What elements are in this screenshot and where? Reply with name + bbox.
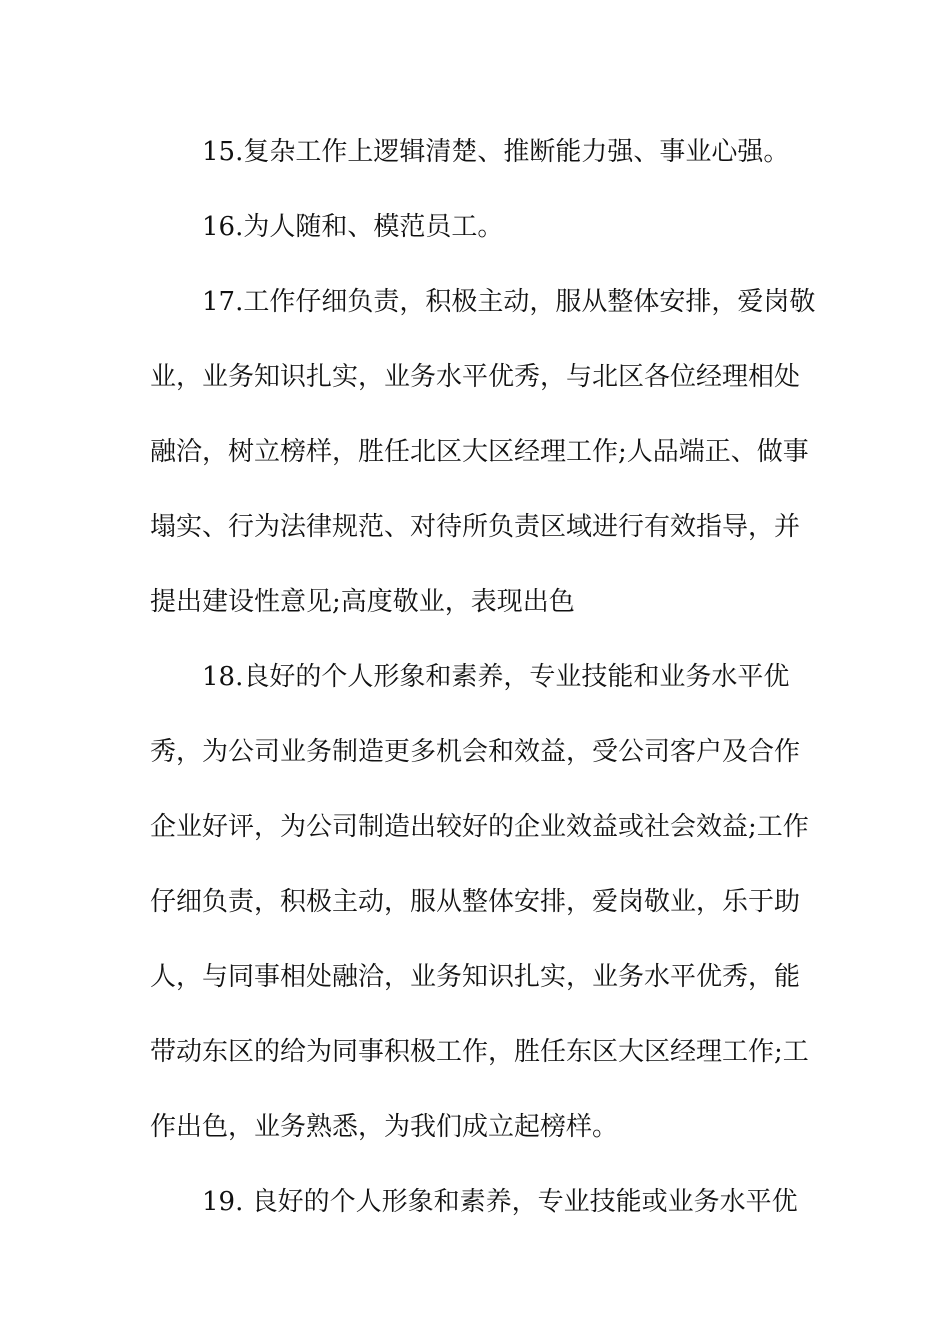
item-18-line-1: 18.良好的个人形象和素养，专业技能和业务水平优 xyxy=(202,662,790,692)
item-17-line-5: 提出建设性意见;高度敬业，表现出色 xyxy=(150,587,575,617)
item-18-line-5: 人，与同事相处融洽，业务知识扎实，业务水平优秀，能 xyxy=(150,962,801,992)
item-16-line-1: 16.为人随和、模范员工。 xyxy=(202,212,504,242)
item-18-line-4: 仔细负责，积极主动，服从整体安排，爱岗敬业，乐于助 xyxy=(150,887,801,917)
item-17-line-3: 融洽，树立榜样，胜任北区大区经理工作;人品端正、做事 xyxy=(150,437,809,467)
item-18-line-7: 作出色，业务熟悉，为我们成立起榜样。 xyxy=(150,1112,619,1142)
item-18-line-2: 秀，为公司业务制造更多机会和效益，受公司客户及合作 xyxy=(150,737,801,767)
item-17-line-2: 业，业务知识扎实，业务水平优秀，与北区各位经理相处 xyxy=(150,362,801,392)
item-17-line-1: 17.工作仔细负责，积极主动，服从整体安排，爱岗敬 xyxy=(202,287,816,317)
item-18-line-6: 带动东区的给为同事积极工作，胜任东区大区经理工作;工 xyxy=(150,1037,809,1067)
item-15-line-1: 15.复杂工作上逻辑清楚、推断能力强、事业心强。 xyxy=(202,137,790,167)
item-19-line-1: 19. 良好的个人形象和素养，专业技能或业务水平优 xyxy=(202,1187,798,1217)
item-17-line-4: 塌实、行为法律规范、对待所负责区域进行有效指导，并 xyxy=(150,512,801,542)
item-18-line-3: 企业好评，为公司制造出较好的企业效益或社会效益;工作 xyxy=(150,812,809,842)
